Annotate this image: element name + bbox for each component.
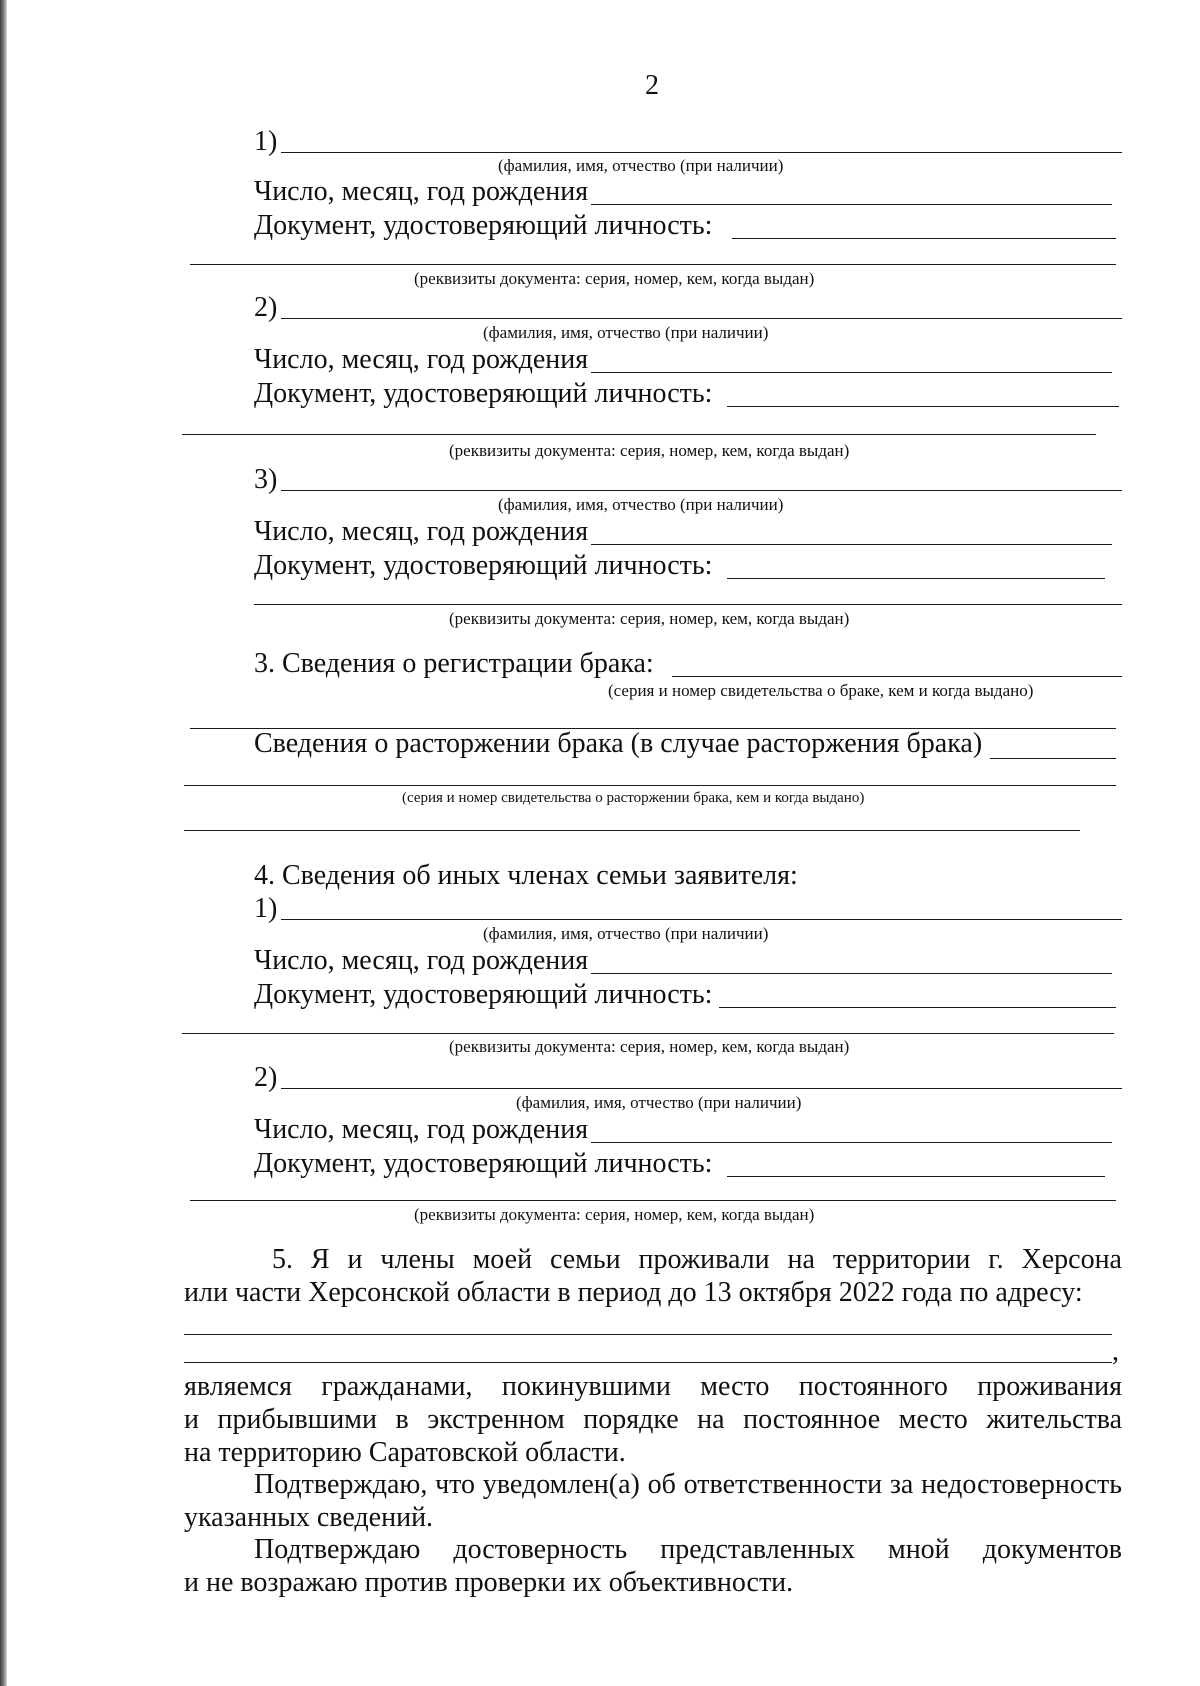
divorce-field-line3[interactable] — [184, 830, 1080, 831]
member-1-fio-field[interactable] — [281, 152, 1122, 153]
other-member-1-fio-hint: (фамилия, имя, отчество (при наличии) — [483, 924, 769, 943]
member-3-fio-hint: (фамилия, имя, отчество (при наличии) — [498, 495, 784, 514]
member-3-doc-hint: (реквизиты документа: серия, номер, кем, когда выдан) — [449, 609, 850, 628]
address-field-line-1[interactable] — [184, 1334, 1112, 1335]
member-2-id-field[interactable] — [727, 406, 1119, 407]
other-member-2-id-field[interactable] — [727, 1176, 1105, 1177]
member-3-birth-label: Число, месяц, год рождения — [254, 516, 589, 547]
section-4-title: 4. Сведения об иных членах семьи заявителя: — [254, 860, 798, 891]
divorce-label: Сведения о расторжении брака (в случае расторжения брака) — [254, 728, 983, 759]
paragraph-3-line-2: и не возражаю против проверки их объективности. — [184, 1567, 794, 1598]
marriage-cert-hint: (серия и номер свидетельства о браке, кем и когда выдано) — [608, 681, 1034, 700]
other-member-1-birth-field[interactable] — [591, 973, 1112, 974]
page-number: 2 — [645, 70, 659, 101]
member-2-fio-field[interactable] — [281, 318, 1122, 319]
paragraph-3-line-1: Подтверждаю достоверность представленных мной документов — [254, 1534, 1122, 1565]
other-member-2-fio-hint: (фамилия, имя, отчество (при наличии) — [516, 1093, 802, 1112]
member-2-number: 2) — [254, 292, 278, 323]
address-comma: , — [1112, 1336, 1119, 1367]
divorce-cert-hint: (серия и номер свидетельства о расторжении брака, кем и когда выдано) — [402, 790, 865, 806]
other-member-1-birth-label: Число, месяц, год рождения — [254, 945, 589, 976]
member-1-doc-hint: (реквизиты документа: серия, номер, кем, когда выдан) — [414, 269, 815, 288]
other-member-1-number: 1) — [254, 893, 278, 924]
paragraph-2-line-1: Подтверждаю, что уведомлен(а) об ответственности за недостоверность — [254, 1469, 1122, 1500]
paragraph-1-line-3: на территорию Саратовской области. — [184, 1437, 626, 1468]
member-1-birth-label: Число, месяц, год рождения — [254, 176, 589, 207]
member-1-number: 1) — [254, 126, 278, 157]
divorce-field-line2[interactable] — [184, 785, 1116, 786]
other-member-1-id-field-line2[interactable] — [182, 1033, 1114, 1034]
section-5-line-2: или части Херсонской области в период до 13 октября 2022 года по адресу: — [184, 1277, 1083, 1308]
address-field-line-2[interactable] — [184, 1362, 1112, 1363]
member-2-birth-label: Число, месяц, год рождения — [254, 344, 589, 375]
other-member-1-fio-field[interactable] — [281, 919, 1122, 920]
member-3-number: 3) — [254, 464, 278, 495]
other-member-1-id-field[interactable] — [719, 1007, 1116, 1008]
member-1-birth-field[interactable] — [591, 204, 1112, 205]
paragraph-1-line-2: и прибывшими в экстренном порядке на постоянное место жительства — [184, 1404, 1122, 1435]
other-member-2-birth-label: Число, месяц, год рождения — [254, 1114, 589, 1145]
member-3-fio-field[interactable] — [281, 490, 1122, 491]
member-2-fio-hint: (фамилия, имя, отчество (при наличии) — [483, 323, 769, 342]
other-member-2-id-field-line2[interactable] — [190, 1200, 1116, 1201]
paragraph-2-line-2: указанных сведений. — [184, 1502, 434, 1533]
member-2-id-label: Документ, удостоверяющий личность: — [254, 378, 713, 409]
other-member-2-number: 2) — [254, 1062, 278, 1093]
section-5-line-1: 5. Я и члены моей семьи проживали на территории г. Херсона — [272, 1244, 1122, 1275]
member-1-id-field-line2[interactable] — [190, 264, 1116, 265]
member-2-birth-field[interactable] — [591, 372, 1112, 373]
other-member-2-birth-field[interactable] — [591, 1142, 1112, 1143]
member-3-id-field-line2[interactable] — [254, 604, 1122, 605]
member-1-fio-hint: (фамилия, имя, отчество (при наличии) — [498, 156, 784, 175]
member-1-id-label: Документ, удостоверяющий личность: — [254, 210, 713, 241]
other-member-1-id-label: Документ, удостоверяющий личность: — [254, 979, 713, 1010]
other-member-1-doc-hint: (реквизиты документа: серия, номер, кем, когда выдан) — [449, 1037, 850, 1056]
member-3-id-field[interactable] — [727, 578, 1105, 579]
member-3-id-label: Документ, удостоверяющий личность: — [254, 550, 713, 581]
member-3-birth-field[interactable] — [591, 544, 1112, 545]
divorce-field[interactable] — [990, 758, 1116, 759]
member-2-id-field-line2[interactable] — [182, 434, 1096, 435]
paragraph-1-line-1: являемся гражданами, покинувшими место постоянного проживания — [184, 1371, 1122, 1402]
marriage-registration-label: 3. Сведения о регистрации брака: — [254, 648, 654, 679]
other-member-2-fio-field[interactable] — [281, 1088, 1122, 1089]
member-2-doc-hint: (реквизиты документа: серия, номер, кем, когда выдан) — [449, 441, 850, 460]
scan-edge-shadow — [0, 0, 7, 1686]
other-member-2-doc-hint: (реквизиты документа: серия, номер, кем, когда выдан) — [414, 1205, 815, 1224]
marriage-registration-field[interactable] — [672, 676, 1122, 677]
other-member-2-id-label: Документ, удостоверяющий личность: — [254, 1148, 713, 1179]
member-1-id-field[interactable] — [732, 238, 1116, 239]
